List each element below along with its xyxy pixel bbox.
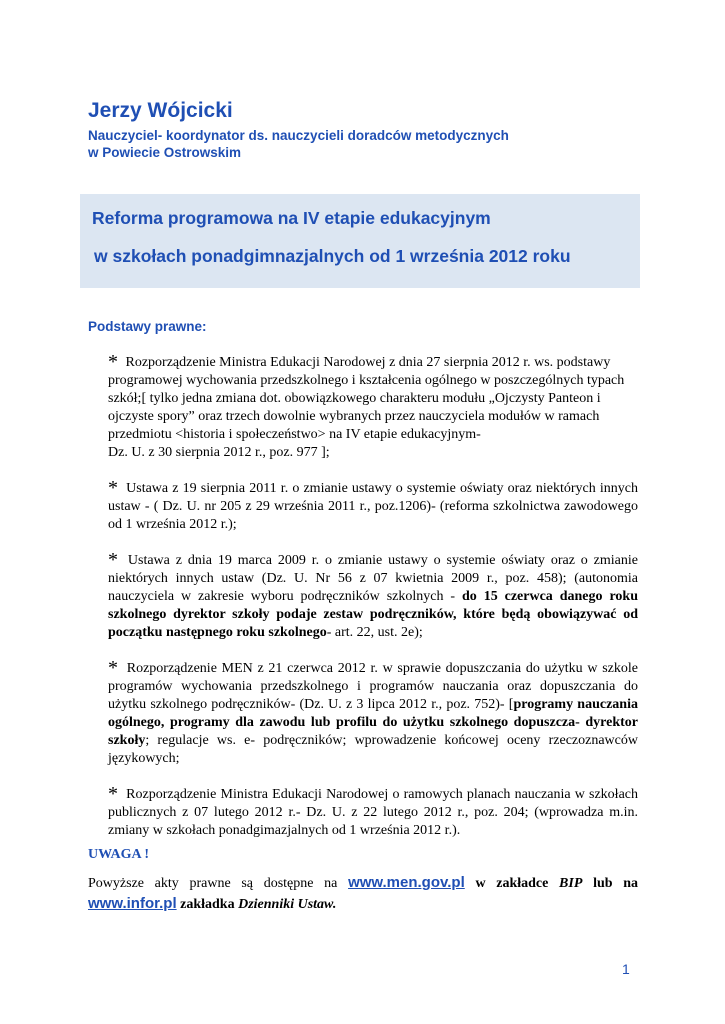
bullet-icon: * bbox=[108, 657, 118, 679]
bip-label: BIP bbox=[559, 876, 583, 891]
list-item bbox=[108, 783, 638, 840]
infor-link[interactable]: www.infor.pl bbox=[88, 895, 177, 912]
note-text-bold: lub na bbox=[582, 876, 638, 891]
list-item bbox=[108, 657, 638, 768]
list-item bbox=[108, 351, 638, 462]
note-text-bold: zakładka bbox=[176, 897, 239, 912]
author-role-line2: w Powiecie Ostrowskim bbox=[88, 145, 242, 160]
item-text: Ustawa z dnia 19 marca 2009 r. o zmianie ustawy o systemie oświaty oraz o zmianie niektórych innych ustaw (Dz. U. Nr 56 z 07 kwietnia 2009 r., poz. 458); (autonomia nauczyciela w zakresie wyboru podręczników szkolnych - bbox=[108, 553, 638, 604]
availability-note bbox=[88, 873, 638, 915]
men-gov-link[interactable]: www.men.gov.pl bbox=[348, 874, 465, 891]
item-bold-text: do 15 czerwca danego roku szkolnego dyrektor szkoły podaje zestaw podręczników, które będą obowiązywać od początku następnego roku szkolnego bbox=[108, 589, 638, 640]
item-text-after: ; regulacje ws. e- podręczników; wprowadzenie końcowej oceny rzeczoznawców językowych; bbox=[108, 733, 638, 766]
item-text: Rozporządzenie Ministra Edukacji Narodowej o ramowych planach nauczania w szkołach publicznych z 07 lutego 2012 r.- Dz. U. z 22 lutego 2012 r., poz. 204; (wprowadza m.in. zmiany w szkołach ponadgimazjalnych od 1 września 2012 r.). bbox=[108, 787, 638, 838]
title-box bbox=[80, 194, 640, 288]
bullet-icon: * bbox=[108, 351, 118, 373]
item-text: Rozporządzenie Ministra Edukacji Narodowej z dnia 27 sierpnia 2012 r. ws. podstawy programowej wychowania przedszkolnego i kształcenia ogólnego w poszczególnych typach szkół;[ tylko jedna zmiana dot. obowiązkowego charakteru modułu „Ojczysty Panteon i ojczyste spory” oraz trzech dowolnie wybranych przez nauczyciela modułów w ramach przedmiotu <historia i społeczeństwo> na IV etapie edukacyjnym- bbox=[108, 355, 625, 442]
list-item bbox=[108, 549, 638, 642]
section-heading: Podstawy prawne: bbox=[88, 319, 207, 334]
note-text-bold: w zakładce bbox=[464, 876, 560, 891]
item-text-after: - art. 22, ust. 2e); bbox=[326, 625, 423, 640]
page-number: 1 bbox=[622, 961, 630, 977]
author-name: Jerzy Wójcicki bbox=[88, 99, 233, 122]
author-role bbox=[88, 127, 648, 161]
author-role-line1: Nauczyciel- koordynator ds. nauczycieli doradców metodycznych bbox=[88, 128, 509, 143]
list-item bbox=[108, 477, 638, 534]
item-bold-text: programy nauczania ogólnego, programy dla zawodu lub profilu do użytku szkolnego dopuszcza- dyrektor szkoły bbox=[108, 697, 638, 748]
bullet-icon: * bbox=[108, 477, 118, 499]
note-text: Powyższe akty prawne są dostępne na bbox=[88, 876, 349, 891]
title-line-1: Reforma programowa na IV etapie edukacyjnym bbox=[92, 208, 491, 228]
item-text: Ustawa z 19 sierpnia 2011 r. o zmianie ustawy o systemie oświaty oraz niektórych innych ustaw - ( Dz. U. nr 205 z 29 września 2011 r., poz.1206)- (reforma szkolnictwa zawodowego od 1 września 2012 r.); bbox=[108, 481, 638, 532]
dzienniki-label: Dzienniki Ustaw. bbox=[238, 897, 337, 912]
item-text-continuation: Dz. U. z 30 sierpnia 2012 r., poz. 977 ]; bbox=[108, 445, 330, 460]
title-line-2: w szkołach ponadgimnazjalnych od 1 września 2012 roku bbox=[94, 246, 571, 266]
bullet-icon: * bbox=[108, 549, 118, 571]
bullet-icon: * bbox=[108, 783, 118, 805]
legal-basis-list bbox=[108, 351, 638, 858]
author-header bbox=[88, 98, 648, 161]
uwaga-heading: UWAGA ! bbox=[88, 847, 150, 862]
item-text: Rozporządzenie MEN z 21 czerwca 2012 r. w sprawie dopuszczania do użytku w szkole programów wychowania przedszkolnego i programów nauczania oraz dopuszczania do użytku szkolnego podręczników- (Dz. U. z 3 lipca 2012 r., poz. 752)- [ bbox=[108, 661, 638, 712]
